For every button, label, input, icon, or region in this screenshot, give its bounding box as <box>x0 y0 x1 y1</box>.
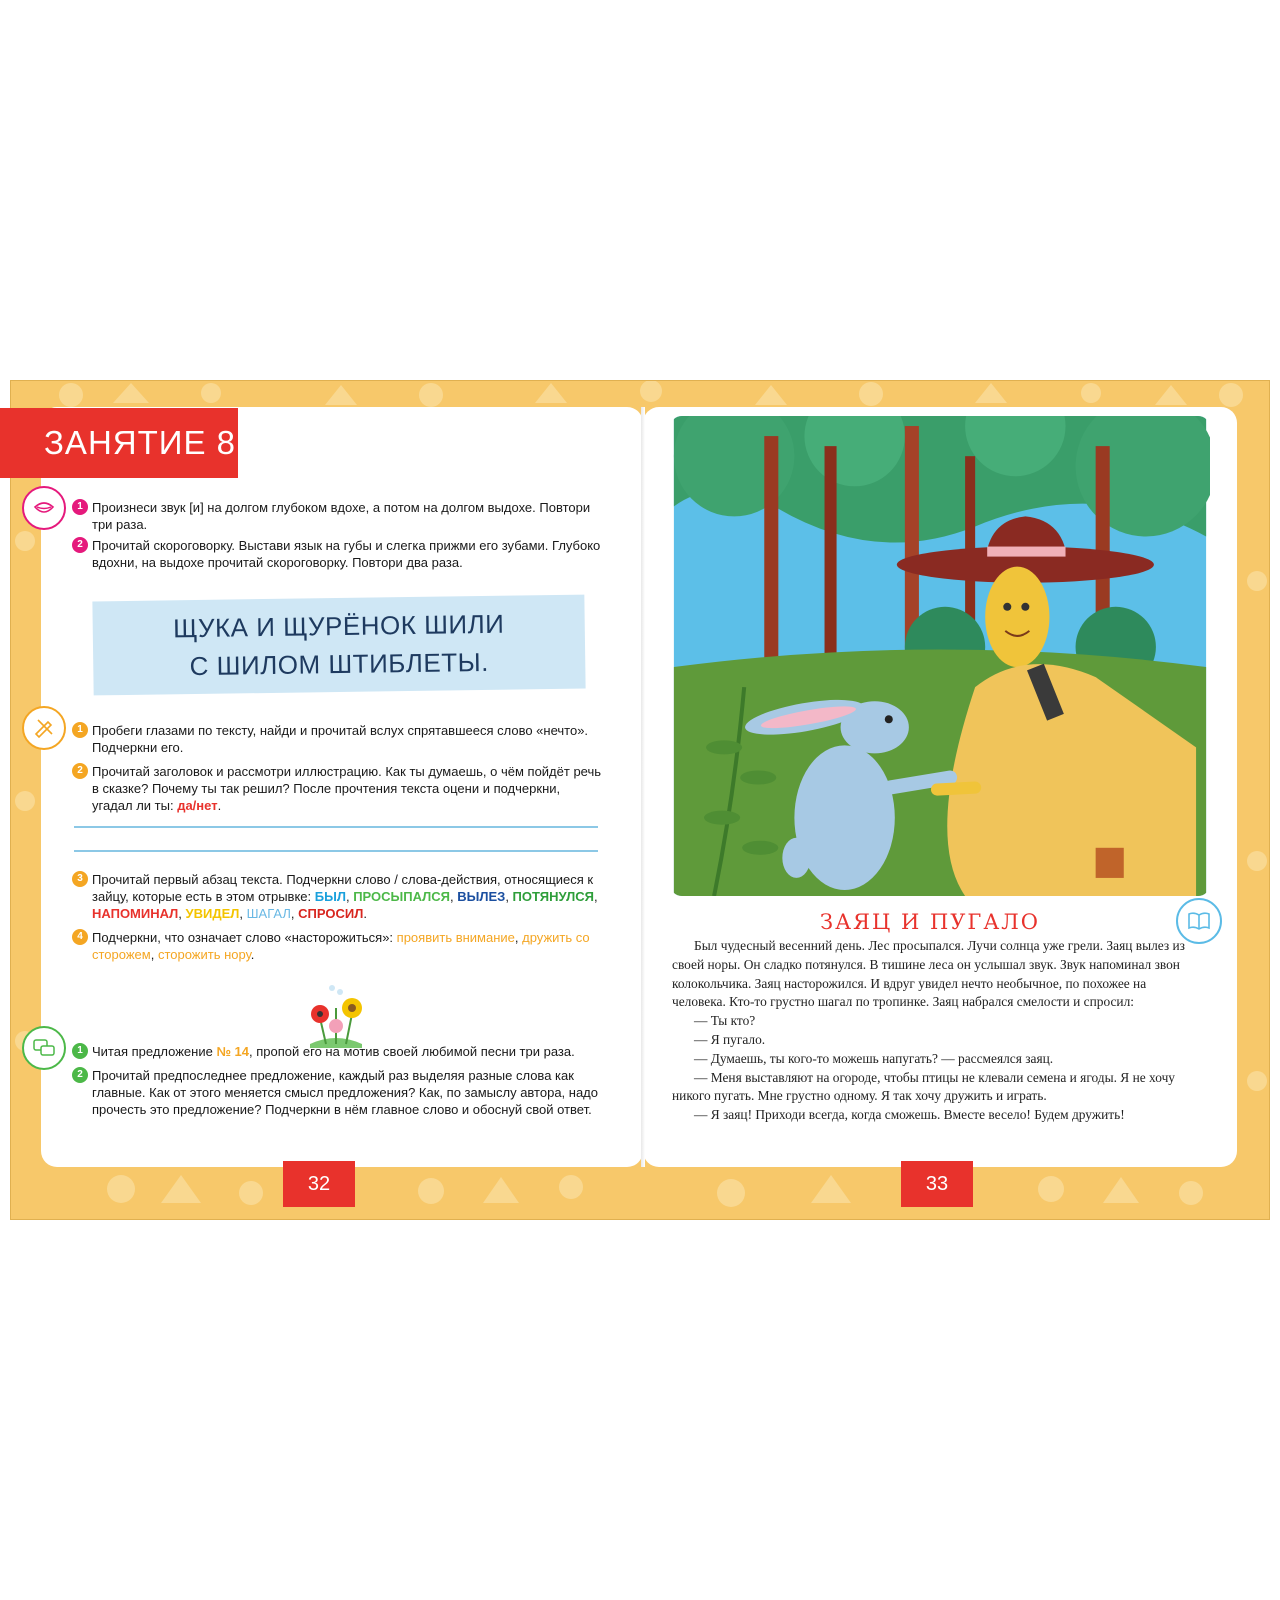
action-word: УВИДЕЛ <box>185 906 240 921</box>
action-word: ПОТЯНУЛСЯ <box>512 889 594 904</box>
number-badge: 4 <box>72 929 88 945</box>
task-2-3: 3 Прочитай первый абзац текста. Подчеркни слово / слова-действия, относящиеся к зайцу, которые есть в этом отрывке: БЫЛ, ПРОСЫПАЛСЯ, ВЫЛЕЗ, ПОТЯНУЛСЯ, НАПОМИНАЛ, УВИДЕЛ, ШАГАЛ, СПРОСИЛ. <box>92 871 602 922</box>
task-3-2 <box>77 1067 602 1118</box>
number-badge: 1 <box>72 722 88 738</box>
writing-line-2 <box>74 850 598 852</box>
punctuation: . <box>217 798 222 813</box>
flowers-illustration <box>300 978 372 1050</box>
pencil-ruler-icon <box>22 706 66 750</box>
mouth-icon <box>22 486 66 530</box>
story-title: ЗАЯЦ И ПУГАЛО <box>820 910 1040 934</box>
action-word: ПРОСЫПАЛСЯ <box>353 889 451 904</box>
tongue-twister-box <box>92 595 585 696</box>
number-badge: 1 <box>72 1043 88 1059</box>
option: сторожить нору <box>157 947 251 962</box>
story-paragraph: Был чудесный весенний день. Лес просыпался. Лучи солнца уже грели. Заяц вылез из своей норы. Он сладко потянулся. В тишине леса он услышал звук. Звук напоминал звон колокольчика. Заяц насторожился. И вдруг увидел нечто необычное, по похожее на человека. Кто-то грустно шагал по тропинке. Заяц набрался смелости и спросил: <box>672 938 1185 1010</box>
action-word: ШАГАЛ <box>246 906 291 921</box>
page-number-left: 32 <box>283 1161 355 1207</box>
option: проявить внимание <box>396 930 515 945</box>
task-1-1 <box>77 499 602 533</box>
action-word: БЫЛ <box>314 889 346 904</box>
task-text: Прочитай предпоследнее предложение, каждый раз выделяя разные слова как главные. Как от этого меняется смысл предложения? Как, по замыслу автора, надо прочесть это предложение? Подчеркни в нём главное слово и обоснуй свой ответ. <box>92 1068 598 1117</box>
task-text: Прочитай заголовок и рассмотри иллюстрацию. Как ты думаешь, о чём пойдёт речь в сказке? Почему ты так решил? После прочтения текста оцени и подчеркни, угадал ли ты: <box>92 764 602 813</box>
dialogue-line: — Меня выставляют на огороде, чтобы птицы не клевали семена и ягоды. Я не хочу никого пугать. Мне грустно одному. Я так хочу дружить и играть. <box>672 1069 1176 1104</box>
task-text: Прочитай первый абзац текста. Подчеркни слово / слова-действия, относящиеся к зайцу, которые есть в этом отрывке: <box>92 872 594 904</box>
task-text: Читая предложение <box>92 1044 217 1059</box>
number-badge: 1 <box>72 499 88 515</box>
task-2-2 <box>77 763 602 814</box>
story-text <box>672 937 1194 1125</box>
dialogue-line: — Я пугало. <box>694 1031 766 1047</box>
page-number-right: 33 <box>901 1161 973 1207</box>
tongue-twister-line-1: ЩУКА И ЩУРЁНОК ШИЛИ <box>172 608 505 644</box>
sentence-reference: № 14 <box>216 1044 250 1059</box>
number-badge: 2 <box>72 1067 88 1083</box>
page-gutter <box>641 407 645 1167</box>
dialogue-line: — Думаешь, ты кого-то можешь напугать? — рассмеялся заяц. <box>694 1050 1054 1066</box>
task-text: Пробеги глазами по тексту, найди и прочитай вслух спрятавшееся слово «нечто». Подчеркни его. <box>92 723 589 755</box>
answer-option: да/нет <box>177 798 218 813</box>
speech-bubbles-icon <box>22 1026 66 1070</box>
task-2-1 <box>77 722 602 756</box>
action-word: СПРОСИЛ <box>298 906 364 921</box>
number-badge: 2 <box>72 537 88 553</box>
number-badge: 3 <box>72 871 88 887</box>
task-2-4: 4 Подчеркни, что означает слово «насторожиться»: проявить внимание, дружить со сторожем, сторожить нору. <box>92 929 602 963</box>
task-text: , пропой его на мотив своей любимой песни три раза. <box>249 1044 575 1059</box>
action-word: НАПОМИНАЛ <box>92 906 179 921</box>
action-word: ВЫЛЕЗ <box>457 889 506 904</box>
number-badge: 2 <box>72 763 88 779</box>
writing-line-1 <box>74 826 598 828</box>
story-illustration <box>670 416 1210 896</box>
task-text: Произнеси звук [и] на долгом глубоком вдохе, а потом на долгом выдохе. Повтори три раза. <box>92 500 591 532</box>
dialogue-line: — Ты кто? <box>694 1013 756 1029</box>
task-text: Подчеркни, что означает слово «насторожиться»: <box>92 930 397 945</box>
task-1-2 <box>77 537 602 571</box>
task-text: Прочитай скороговорку. Выстави язык на губы и слегка прижми его зубами. Глубоко вдохни, на выдохе прочитай скороговорку. Повтори два раза. <box>92 538 601 570</box>
dialogue-line: — Я заяц! Приходи всегда, когда сможешь. Вместе весело! Будем дружить! <box>694 1107 1125 1123</box>
lesson-title: ЗАНЯТИЕ 8 <box>0 408 238 478</box>
tongue-twister-line-2: С ШИЛОМ ШТИБЛЕТЫ. <box>189 646 490 682</box>
option: дружить со сторожем <box>92 930 590 962</box>
task-3-1 <box>77 1043 602 1060</box>
